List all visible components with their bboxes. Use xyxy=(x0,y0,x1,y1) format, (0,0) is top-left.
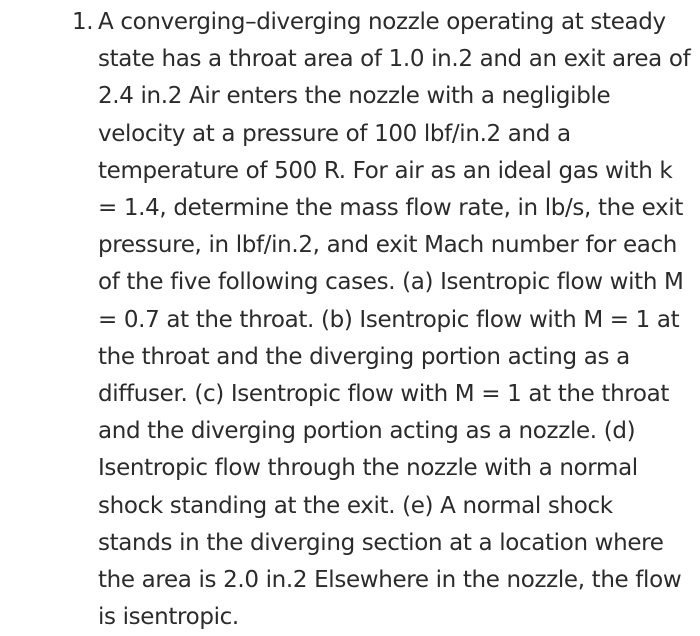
problem-text-line: shock standing at the exit. (e) A normal shock xyxy=(98,492,613,519)
problem-text-line: and the diverging portion acting as a nozzle. (d) xyxy=(98,418,636,445)
problem-text-line: temperature of 500 R. For air as an ideal gas with k xyxy=(98,157,673,184)
problem-text-line: diffuser. (c) Isentropic flow with M = 1 at the throat xyxy=(98,381,670,408)
problem-text-line: velocity at a pressure of 100 lbf/in.2 and a xyxy=(98,120,571,147)
problem-text-line: the throat and the diverging portion acting as a xyxy=(98,343,630,370)
problem-item xyxy=(72,4,691,636)
problem-number: 1. xyxy=(72,9,94,35)
problem-text-line: = 1.4, determine the mass flow rate, in lb/s, the exit xyxy=(98,195,683,222)
problem-text-line: stands in the diverging section at a location where xyxy=(98,529,664,556)
problem-text-line: of the five following cases. (a) Isentropic flow with M xyxy=(98,269,684,296)
problem-text xyxy=(98,4,691,636)
problem-text-line: is isentropic. xyxy=(98,604,239,631)
problem-text-line: pressure, in lbf/in.2, and exit Mach number for each xyxy=(98,232,678,259)
problem-text-line: A converging–diverging nozzle operating at steady xyxy=(98,9,666,35)
problem-text-line: the area is 2.0 in.2 Elsewhere in the nozzle, the flow xyxy=(98,567,682,594)
problem-text-line: Isentropic flow through the nozzle with a normal xyxy=(98,455,638,482)
problem-text-line: state has a throat area of 1.0 in.2 and an exit area of xyxy=(98,46,691,73)
problem-text-line: 2.4 in.2 Air enters the nozzle with a negligible xyxy=(98,83,611,110)
problem-text-line: = 0.7 at the throat. (b) Isentropic flow with M = 1 at xyxy=(98,306,680,333)
